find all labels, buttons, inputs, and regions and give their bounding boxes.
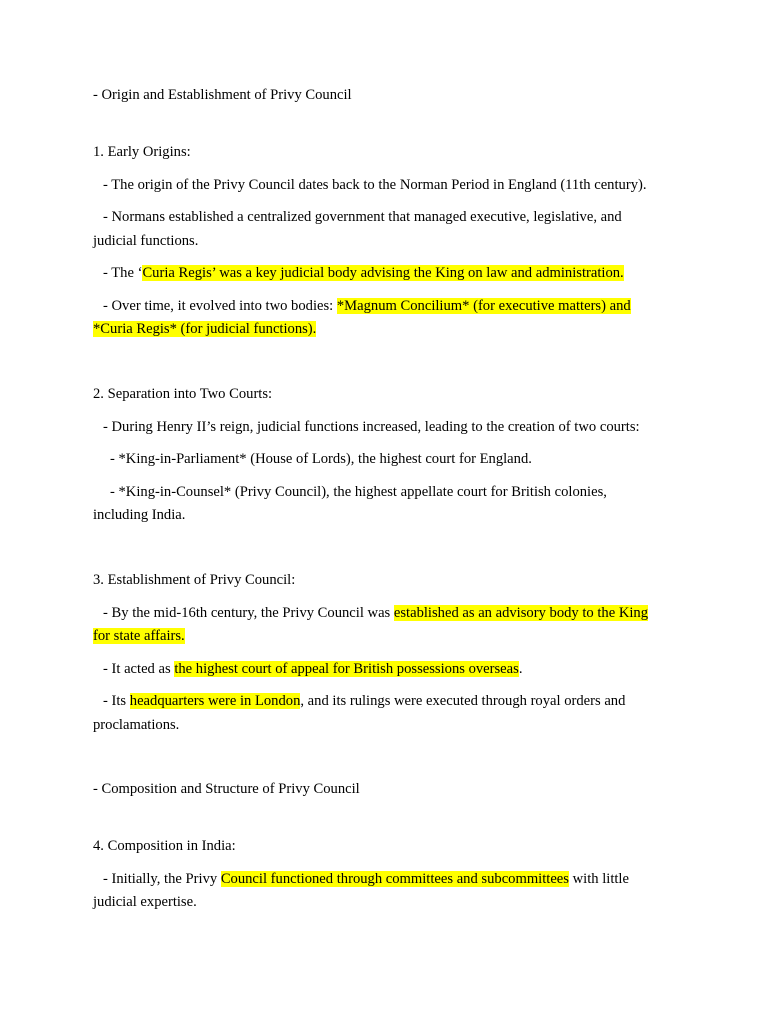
paragraph-advisory-body: [93, 602, 663, 649]
text-segment: with little judicial expertise.: [93, 870, 629, 910]
section-title-establishment: 3. Establishment of Privy Council:: [93, 571, 296, 588]
text-segment: - Its: [103, 693, 130, 709]
section-title-early-origins: 1. Early Origins:: [93, 143, 191, 160]
highlighted-text: Curia Regis’ was a key judicial body advising the King on law and administration.: [142, 265, 624, 281]
text-segment: - The ‘: [103, 265, 143, 281]
paragraph-henry-ii: - During Henry II’s reign, judicial functions increased, leading to the creation of two courts:: [103, 418, 640, 435]
paragraph-headquarters: [93, 690, 663, 737]
highlighted-text: headquarters were in London: [129, 693, 301, 709]
highlighted-text: Council functioned through committees and subcommittees: [220, 870, 569, 887]
heading-origin: - Origin and Establishment of Privy Council: [93, 87, 352, 103]
text-segment: - Initially, the Privy: [103, 870, 221, 887]
paragraph-committees: [93, 868, 663, 915]
section-title-composition-india: 4. Composition in India:: [93, 837, 236, 854]
text-segment: .: [518, 660, 523, 677]
heading-composition: - Composition and Structure of Privy Council: [93, 781, 360, 797]
section-title-separation: 2. Separation into Two Courts:: [93, 385, 273, 402]
text-segment: - It acted as: [103, 660, 175, 677]
paragraph-curia-regis: [93, 262, 663, 286]
highlighted-text: *Magnum Concilium* (for executive matters) and *Curia Regis* (for judicial functions).: [93, 297, 631, 337]
paragraph-two-bodies: [93, 295, 663, 342]
paragraph-centralized-government: - Normans established a centralized government that managed executive, legislative, and judicial functions.: [93, 209, 622, 249]
text-segment: - Over time, it evolved into two bodies:: [103, 297, 337, 314]
highlighted-text: the highest court of appeal for British possessions overseas: [174, 660, 519, 677]
highlighted-text: established as an advisory body to the King for state affairs.: [93, 604, 649, 644]
paragraph-king-in-parliament: - *King-in-Parliament* (House of Lords), the highest court for England.: [110, 451, 532, 467]
paragraph-king-in-counsel: - *King-in-Counsel* (Privy Council), the highest appellate court for British colonies, including India.: [93, 483, 607, 523]
paragraph-court-of-appeal: [93, 658, 663, 682]
paragraph-norman-period: - The origin of the Privy Council dates back to the Norman Period in England (11th century).: [103, 176, 647, 193]
text-segment: , and its rulings were executed through royal orders and proclamations.: [93, 693, 626, 733]
text-segment: - By the mid-16th century, the Privy Council was: [103, 604, 394, 621]
document-body: [93, 84, 663, 924]
